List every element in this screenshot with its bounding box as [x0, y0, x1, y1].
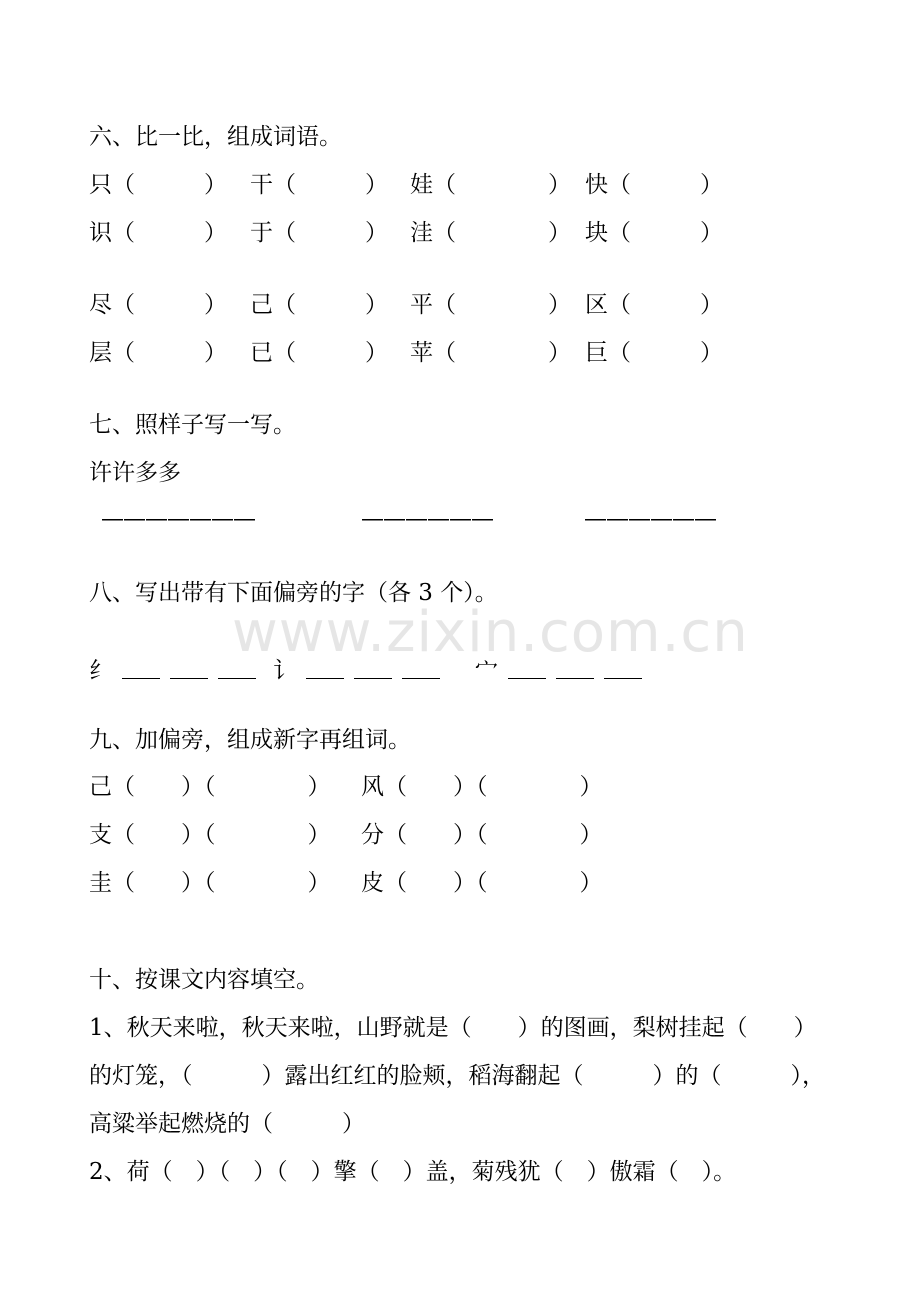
answer-blank[interactable]: ——————— — [101, 506, 255, 532]
answer-blank[interactable] — [218, 656, 256, 679]
fill-in-line[interactable]: 2、荷（ ）（ ）（ ）擎（ ）盖，菊残犹（ ）傲霜（ ）。 — [89, 1159, 737, 1185]
word-pair-cell[interactable]: 区（ ） — [585, 292, 723, 318]
word-pair-cell[interactable]: 已（ ） — [250, 340, 388, 366]
radical-add-cell[interactable]: 支（ ）（ ） — [89, 822, 331, 848]
answer-blank[interactable] — [170, 656, 208, 679]
watermark: www.zixin.com.cn — [232, 600, 749, 665]
section-10-title: 十、按课文内容填空。 — [89, 967, 319, 993]
word-pair-cell[interactable]: 快（ ） — [585, 172, 723, 198]
radical-char: 讠 — [273, 658, 296, 684]
radical-add-cell[interactable]: 圭（ ）（ ） — [89, 870, 331, 896]
answer-blank[interactable]: —————— — [584, 506, 716, 532]
section-6-title: 六、比一比，组成词语。 — [89, 124, 342, 150]
section-7-example: 许许多多 — [89, 460, 181, 486]
fill-in-line[interactable]: 1、秋天来啦，秋天来啦，山野就是（ ）的图画，梨树挂起（ ） — [89, 1015, 817, 1041]
word-pair-cell[interactable]: 洼（ ） — [410, 220, 571, 246]
radical-group — [89, 656, 256, 686]
answer-blank[interactable] — [604, 656, 642, 679]
answer-blank[interactable] — [556, 656, 594, 679]
word-pair-cell[interactable]: 于（ ） — [250, 220, 388, 246]
word-pair-cell[interactable]: 识（ ） — [89, 220, 227, 246]
radical-group — [475, 656, 642, 686]
word-pair-cell[interactable]: 平（ ） — [410, 292, 571, 318]
answer-blank[interactable] — [354, 656, 392, 679]
word-pair-cell[interactable]: 苹（ ） — [410, 340, 571, 366]
fill-in-line[interactable]: 的灯笼，（ ）露出红红的脸颊，稻海翻起（ ）的（ ）， — [89, 1063, 825, 1089]
word-pair-cell[interactable]: 巨（ ） — [585, 340, 723, 366]
word-pair-cell[interactable]: 层（ ） — [89, 340, 227, 366]
word-pair-cell[interactable]: 干（ ） — [250, 172, 388, 198]
answer-blank[interactable]: —————— — [361, 506, 493, 532]
radical-char: 宀 — [475, 658, 498, 684]
radical-add-cell[interactable]: 皮（ ）（ ） — [361, 870, 603, 896]
word-pair-cell[interactable]: 只（ ） — [89, 172, 227, 198]
word-pair-cell[interactable]: 尽（ ） — [89, 292, 227, 318]
section-8-title: 八、写出带有下面偏旁的字（各 3 个）。 — [89, 580, 498, 606]
word-pair-cell[interactable]: 块（ ） — [585, 220, 723, 246]
radical-add-cell[interactable]: 风（ ）（ ） — [361, 774, 603, 800]
radical-add-cell[interactable]: 分（ ）（ ） — [361, 822, 603, 848]
radical-add-cell[interactable]: 己（ ）（ ） — [89, 774, 331, 800]
section-7-title: 七、照样子写一写。 — [89, 412, 296, 438]
answer-blank[interactable] — [402, 656, 440, 679]
radical-group — [273, 656, 440, 686]
radical-char: 纟 — [89, 658, 112, 684]
answer-blank[interactable] — [306, 656, 344, 679]
answer-blank[interactable] — [122, 656, 160, 679]
word-pair-cell[interactable]: 己（ ） — [250, 292, 388, 318]
fill-in-line[interactable]: 高粱举起燃烧的（ ） — [89, 1111, 365, 1137]
answer-blank[interactable] — [508, 656, 546, 679]
section-9-title: 九、加偏旁，组成新字再组词。 — [89, 727, 411, 753]
word-pair-cell[interactable]: 娃（ ） — [410, 172, 571, 198]
